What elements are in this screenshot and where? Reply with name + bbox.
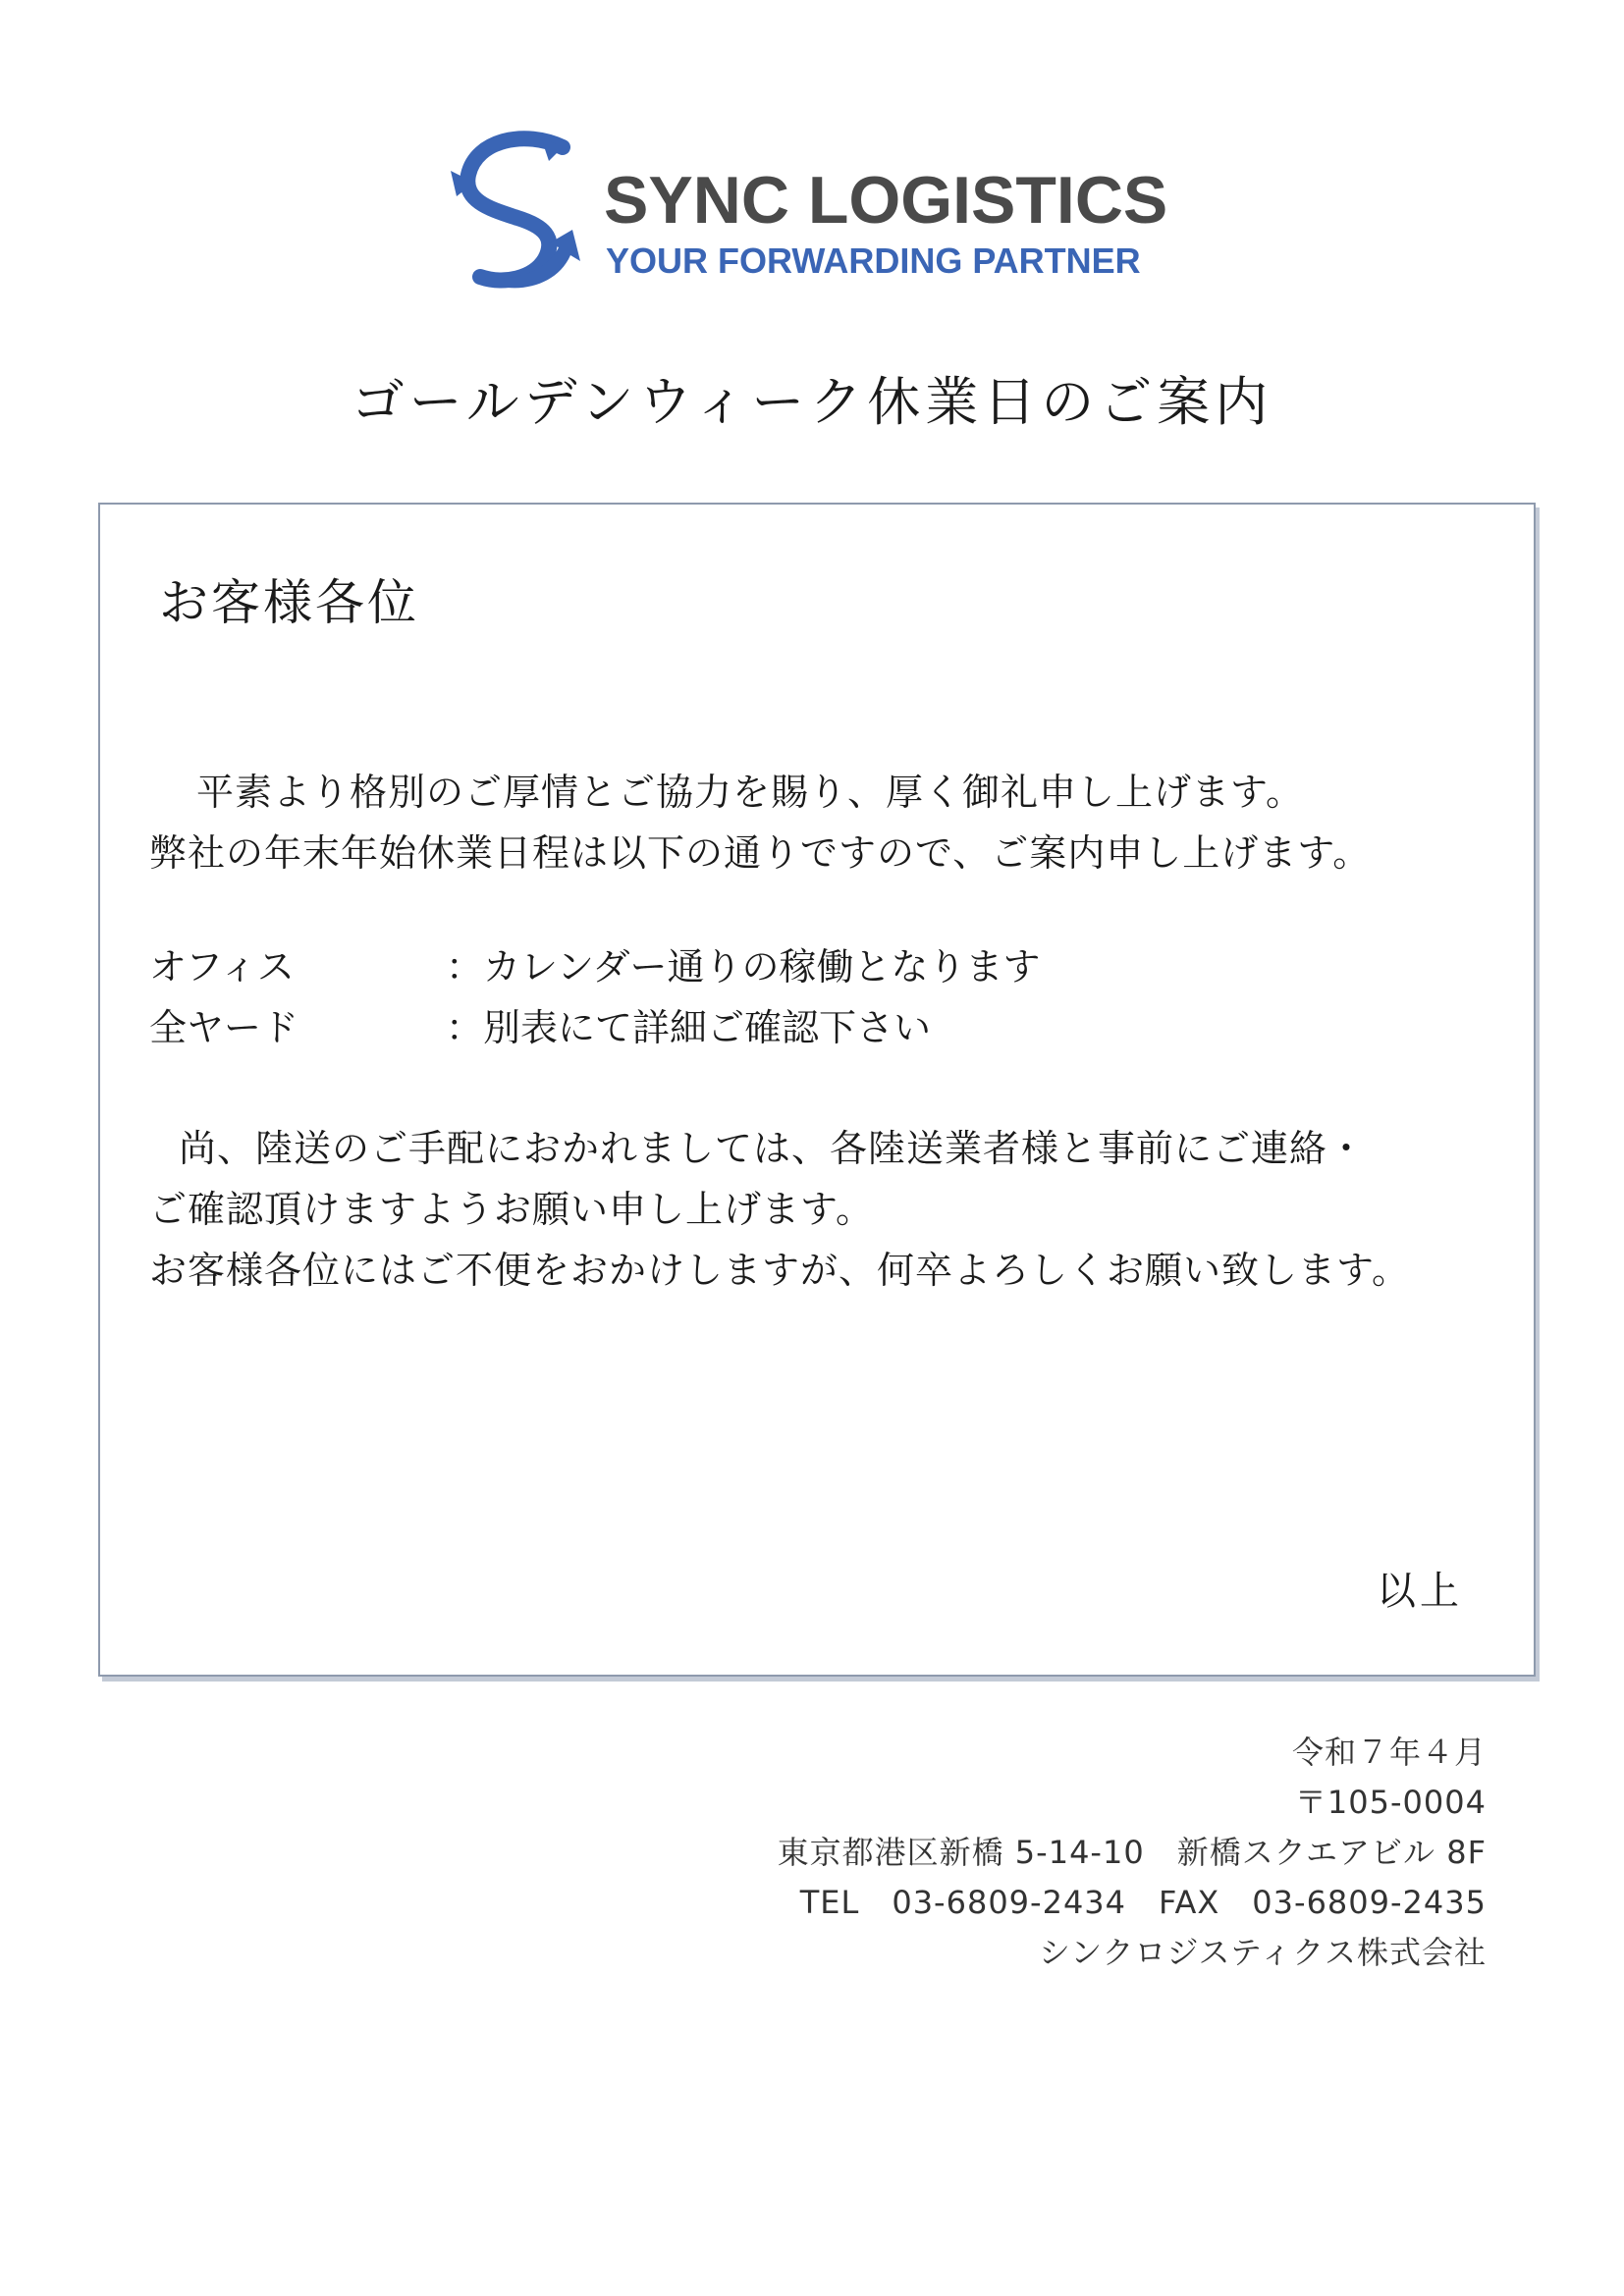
document-title: ゴールデンウィーク休業日のご案内 [351, 371, 1273, 433]
phone-fax: TEL 03-6809-2434 FAX 03-6809-2435 [799, 1884, 1487, 1921]
issue-date: 令和７年４月 [1291, 1734, 1487, 1771]
closing-remark: 以上 [1377, 1569, 1463, 1614]
address: 東京都港区新橋 5-14-10 新橋スクエアビル 8F [777, 1834, 1487, 1871]
schedule-label: 全ヤード [149, 1006, 299, 1049]
company-name: シンクロジスティクス株式会社 [1038, 1934, 1487, 1971]
request-line: お客様各位にはご不便をおかけしますが、何卒よろしくお願い致します。 [149, 1249, 1410, 1292]
schedule-value: ：カレンダー通りの稼働となります [446, 945, 1041, 988]
schedule-label: オフィス [149, 945, 295, 988]
logo-company-name: SYNC LOGISTICS [604, 163, 1168, 238]
company-logo [447, 128, 1193, 314]
logo-tagline: YOUR FORWARDING PARTNER [606, 240, 1141, 281]
request-paragraph [149, 1118, 1410, 1301]
intro-line: 平素より格別のご厚情とご協力を賜り、厚く御礼申し上げます。 [196, 771, 1304, 814]
intro-paragraph [149, 762, 1371, 883]
sender-info [778, 1728, 1487, 1978]
intro-line: 弊社の年末年始休業日程は以下の通りですので、ご案内申し上げます。 [149, 831, 1372, 875]
sync-logo-mark-icon [447, 128, 584, 304]
postal-code: 〒105-0004 [1294, 1784, 1487, 1821]
notice-box [98, 503, 1536, 1677]
request-line: 尚、陸送のご手配におかれましては、各陸送業者様と事前にご連絡・ [179, 1127, 1367, 1170]
salutation: お客様各位 [159, 574, 419, 631]
schedule-value: ：別表にて詳細ご確認下さい [446, 1006, 932, 1049]
request-line: ご確認頂けますようお願い申し上げます。 [149, 1188, 874, 1231]
